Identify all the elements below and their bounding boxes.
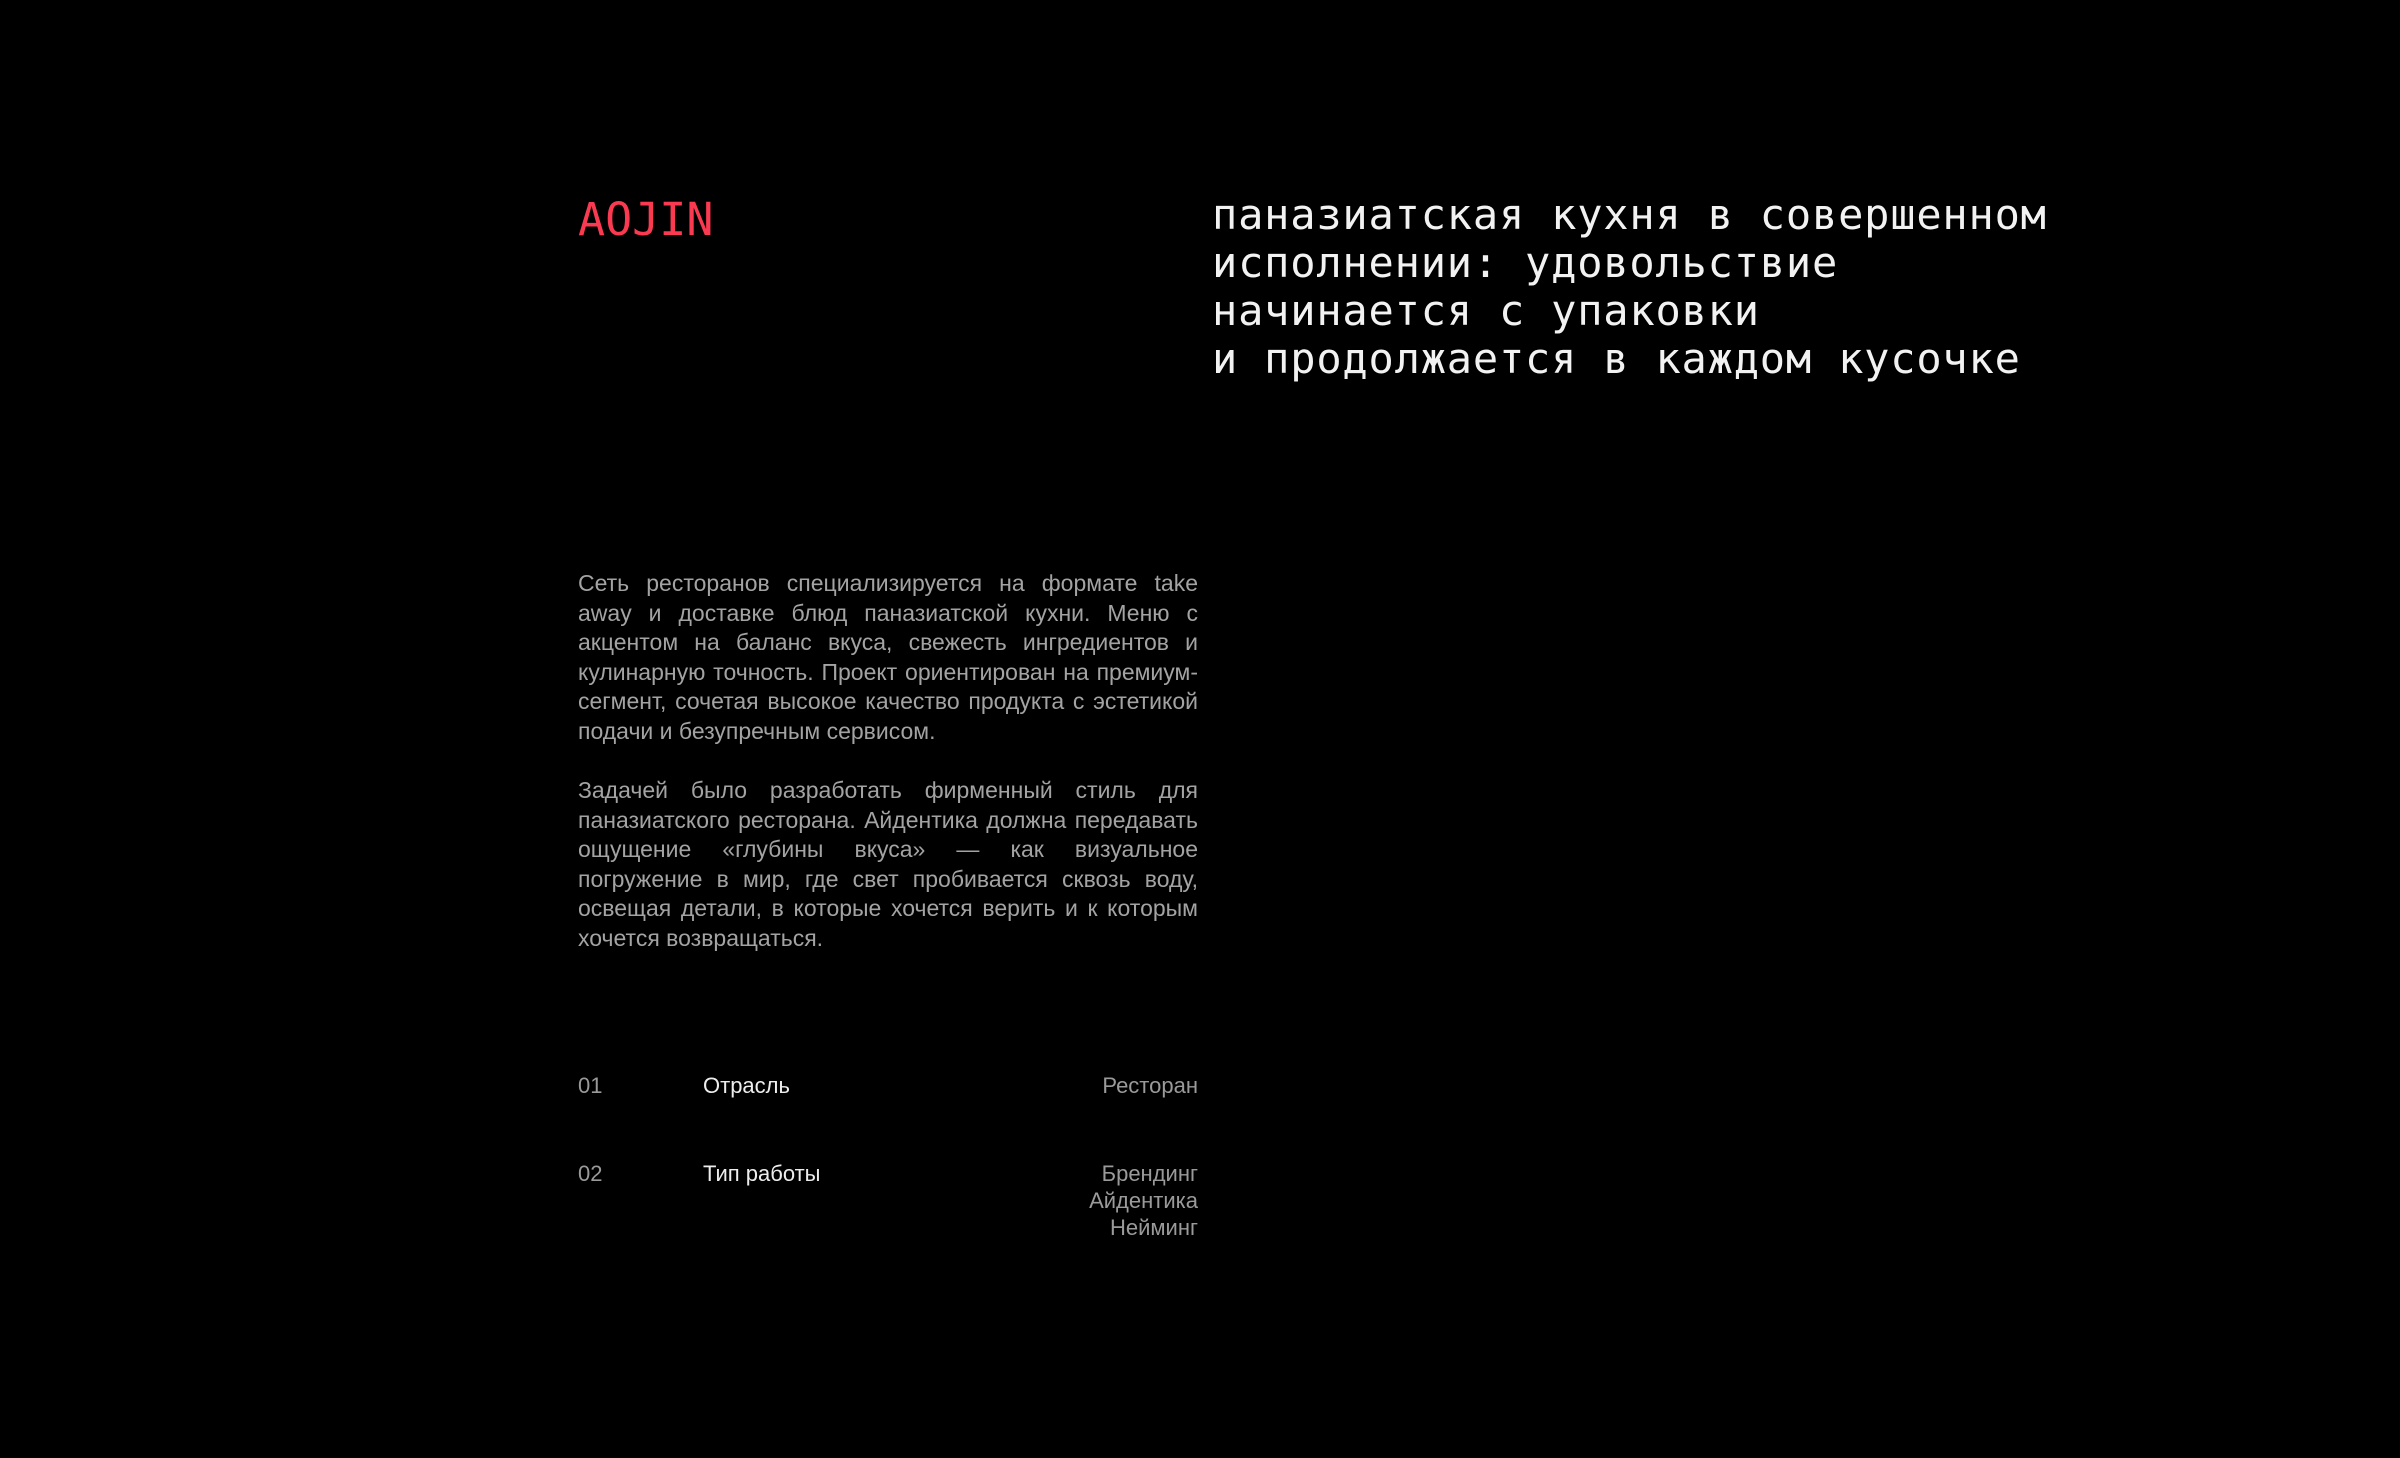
tagline-line-2: исполнении: удовольствие	[1212, 238, 1839, 287]
brand-logo[interactable]: AOJIN	[578, 193, 714, 246]
meta-value: Ресторан	[1102, 1073, 1198, 1098]
meta-values	[1102, 1072, 1198, 1099]
meta-index: 02	[578, 1161, 603, 1186]
meta-row-industry	[578, 1072, 1198, 1099]
description-paragraph-1: Сеть ресторанов специализируется на формате take away и доставке блюд паназиатской кухни. Меню с акцентом на баланс вкуса, свежесть ингредиентов и кулинарную точность. Проект ориентирован на премиум-сегмент, сочетая высокое качество продукта с эстетикой подачи и безупречным сервисом.	[578, 570, 1198, 744]
tagline-line-4: и продолжается в каждом кусочке	[1212, 334, 2021, 383]
meta-value: Нейминг	[1110, 1215, 1198, 1240]
hero-tagline	[1212, 191, 2047, 383]
meta-label: Тип работы	[703, 1161, 821, 1186]
tagline-line-3: начинается с упаковки	[1212, 286, 1760, 335]
project-description	[578, 569, 1198, 953]
description-paragraph-2: Задачей было разработать фирменный стиль для паназиатского ресторана. Айдентика должна передавать ощущение «глубины вкуса» — как визуальное погружение в мир, где свет пробивается сквозь воду, освещая детали, в которые хочется верить и к которым хочется возвращаться.	[578, 777, 1198, 951]
meta-label: Отрасль	[703, 1073, 790, 1098]
meta-value: Брендинг	[1101, 1161, 1198, 1186]
meta-values	[1089, 1160, 1198, 1241]
meta-row-work-type	[578, 1160, 1198, 1241]
meta-index: 01	[578, 1073, 603, 1098]
meta-value: Айдентика	[1089, 1188, 1198, 1213]
tagline-line-1: паназиатская кухня в совершенном	[1212, 190, 2047, 239]
